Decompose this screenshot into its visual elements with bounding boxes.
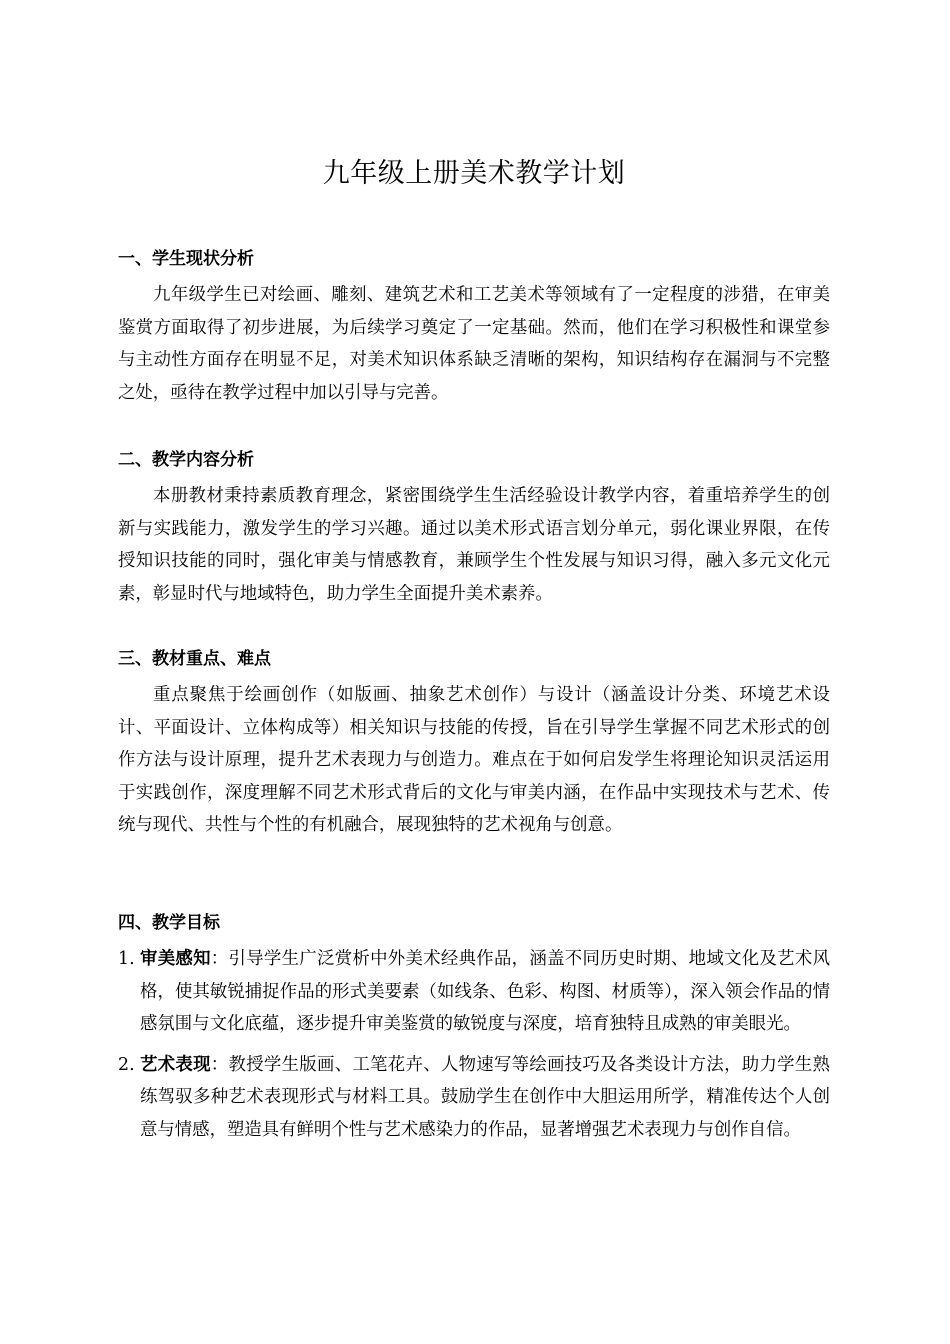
goals-list <box>118 943 830 1146</box>
list-item <box>118 943 830 1041</box>
list-item-number: 1. <box>118 949 135 969</box>
section-paragraph: 重点聚焦于绘画创作（如版画、抽象艺术创作）与设计（涵盖设计分类、环境艺术设计、平面设计、立体构成等）相关知识与技能的传授，旨在引导学生掌握不同艺术形式的创作方法与设计原理，提升艺术表现力与创造力。难点在于如何启发学生将理论知识灵活运用于实践创作，深度理解不同艺术形式背后的文化与审美内涵，在作品中实现技术与艺术、传统与现代、共性与个性的有机融合，展现独特的艺术视角与创意。 <box>118 685 830 835</box>
section-content-analysis <box>118 448 830 610</box>
section-paragraph: 九年级学生已对绘画、雕刻、建筑艺术和工艺美术等领域有了一定程度的涉猎，在审美鉴赏方面取得了初步进展，为后续学习奠定了一定基础。然而，他们在学习积极性和课堂参与主动性方面存在明显不足，对美术知识体系缺乏清晰的架构，知识结构存在漏洞与不完整之处，亟待在教学过程中加以引导与完善。 <box>118 285 830 403</box>
list-item-colon: ： <box>210 1054 229 1075</box>
list-item <box>118 1049 830 1147</box>
list-item-colon: ： <box>210 949 229 969</box>
list-item-text: 教授学生版画、工笔花卉、人物速写等绘画技巧及各类设计方法，助力学生熟练驾驭多种艺术表现形式与材料工具。鼓励学生在创作中大胆运用所学，精准传达个人创意与情感，塑造具有鲜明个性与艺术感染力的作品，显著增强艺术表现力与创作自信。 <box>140 1054 830 1140</box>
section-heading: 一、学生现状分析 <box>118 249 254 269</box>
list-item-text: 引导学生广泛赏析中外美术经典作品，涵盖不同历史时期、地域文化及艺术风格，使其敏锐捕捉作品的形式美要素（如线条、色彩、构图、材质等），深入领会作品的情感氛围与文化底蕴，逐步提升审美鉴赏的敏锐度与深度，培育独特且成熟的审美眼光。 <box>140 949 830 1034</box>
list-item-term: 艺术表现 <box>140 1054 211 1075</box>
section-heading: 四、教学目标 <box>118 913 220 933</box>
list-item-number: 2. <box>118 1054 135 1075</box>
section-student-analysis <box>118 247 830 409</box>
document-title: 九年级上册美术教学计划 <box>322 158 626 189</box>
section-key-points <box>118 647 830 842</box>
section-paragraph: 本册教材秉持素质教育理念，紧密围绕学生生活经验设计教学内容，着重培养学生的创新与实践能力，激发学生的学习兴趣。通过以美术形式语言划分单元，弱化课业界限，在传授知识技能的同时，强化审美与情感教育，兼顾学生个性发展与知识习得，融入多元文化元素，彰显时代与地域特色，助力学生全面提升美术素养。 <box>118 486 830 604</box>
section-heading: 二、教学内容分析 <box>118 450 254 470</box>
section-heading: 三、教材重点、难点 <box>118 649 271 669</box>
list-item-term: 审美感知 <box>140 949 211 969</box>
section-teaching-goals <box>118 911 830 1154</box>
